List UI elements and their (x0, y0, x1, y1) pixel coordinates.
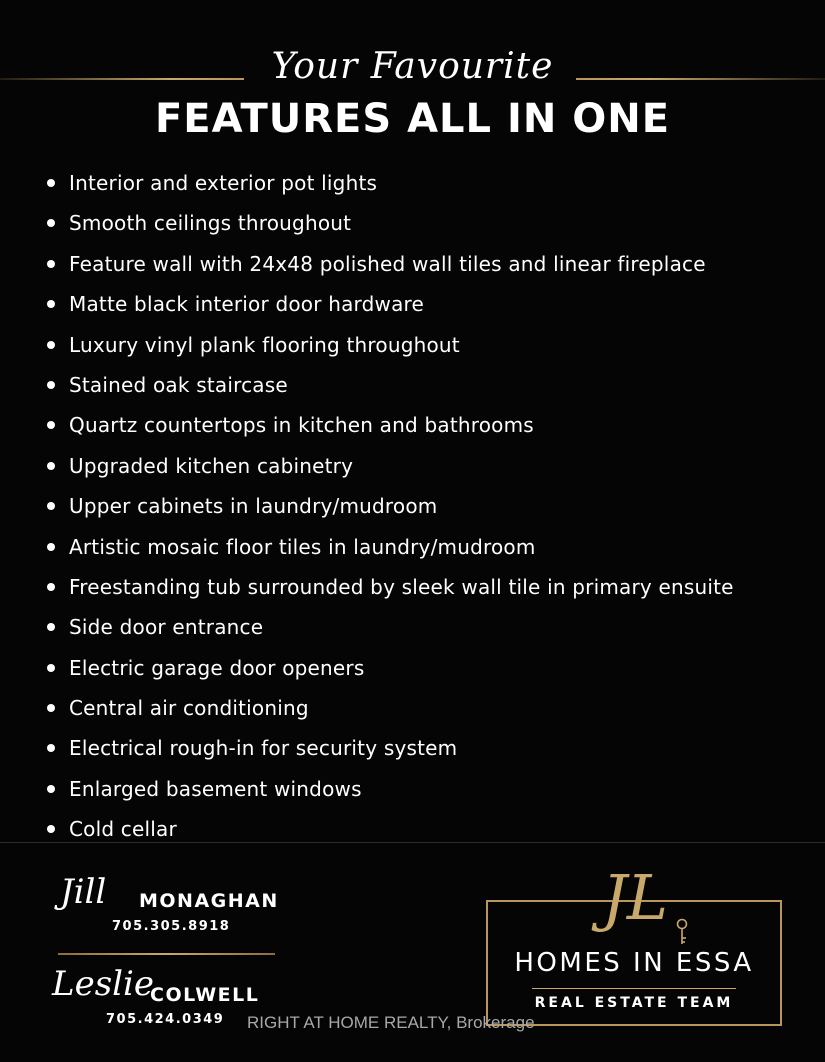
key-icon (672, 918, 692, 946)
brokerage-watermark: RIGHT AT HOME REALTY, Brokerage (247, 1013, 535, 1032)
list-item-label: Electrical rough-in for security system (69, 736, 458, 761)
list-item (47, 688, 734, 728)
bullet-icon (47, 825, 55, 833)
agent-last-name: COLWELL (150, 984, 260, 1006)
list-item-label: Electric garage door openers (69, 655, 365, 680)
agent-phone: 705.424.0349 (106, 1012, 225, 1027)
list-item-label: Artistic mosaic floor tiles in laundry/mudroom (69, 534, 536, 559)
list-item (47, 567, 734, 607)
bullet-icon (47, 381, 55, 389)
bullet-icon (47, 664, 55, 672)
list-item (47, 365, 734, 405)
bullet-icon (47, 785, 55, 793)
logo-rule (532, 988, 736, 989)
bullet-icon (47, 704, 55, 712)
agent-first-name: Jill (60, 872, 107, 912)
logo-name: HOMES IN ESSA (514, 948, 754, 978)
list-item-label: Enlarged basement windows (69, 776, 362, 801)
bullet-icon (47, 260, 55, 268)
bullet-icon (47, 502, 55, 510)
bullet-icon (47, 300, 55, 308)
list-item (47, 203, 734, 243)
list-item (47, 809, 734, 849)
bullet-icon (47, 623, 55, 631)
bullet-icon (47, 583, 55, 591)
list-item-label: Luxury vinyl plank flooring throughout (69, 332, 460, 357)
agent-first-name: Leslie (52, 964, 155, 1004)
bullet-icon (47, 744, 55, 752)
list-item-label: Feature wall with 24x48 polished wall tiles and linear fireplace (69, 251, 706, 276)
list-item (47, 648, 734, 688)
list-item-label: Smooth ceilings throughout (69, 211, 352, 236)
bullet-icon (47, 543, 55, 551)
agent-divider (58, 953, 275, 955)
list-item-label: Matte black interior door hardware (69, 292, 425, 317)
list-item (47, 486, 734, 526)
list-item-label: Stained oak staircase (69, 372, 288, 397)
list-item (47, 607, 734, 647)
agent-last-name: MONAGHAN (139, 890, 279, 912)
bullet-icon (47, 421, 55, 429)
list-item (47, 244, 734, 284)
list-item-label: Upper cabinets in laundry/mudroom (69, 494, 438, 519)
list-item (47, 325, 734, 365)
list-item (47, 769, 734, 809)
list-item-label: Quartz countertops in kitchen and bathrooms (69, 413, 534, 438)
list-item (47, 728, 734, 768)
features-list (47, 163, 734, 850)
bullet-icon (47, 219, 55, 227)
list-item-label: Cold cellar (69, 817, 177, 842)
list-item (47, 527, 734, 567)
bullet-icon (47, 341, 55, 349)
list-item-label: Central air conditioning (69, 696, 309, 721)
list-item-label: Upgraded kitchen cabinetry (69, 453, 354, 478)
agent-phone: 705.305.8918 (112, 919, 231, 934)
bullet-icon (47, 179, 55, 187)
list-item (47, 446, 734, 486)
list-item-label: Interior and exterior pot lights (69, 171, 378, 195)
list-item-label: Side door entrance (69, 615, 264, 640)
bullet-icon (47, 462, 55, 470)
script-heading: Your Favourite (271, 46, 554, 87)
list-item (47, 284, 734, 324)
list-item (47, 163, 734, 203)
logo-monogram: JL (601, 861, 669, 934)
list-item-label: Freestanding tub surrounded by sleek wall tile in primary ensuite (69, 574, 734, 599)
section-divider (0, 842, 825, 843)
list-item (47, 405, 734, 445)
logo-subtitle: REAL ESTATE TEAM (534, 995, 734, 1011)
page-title: FEATURES ALL IN ONE (154, 96, 671, 142)
